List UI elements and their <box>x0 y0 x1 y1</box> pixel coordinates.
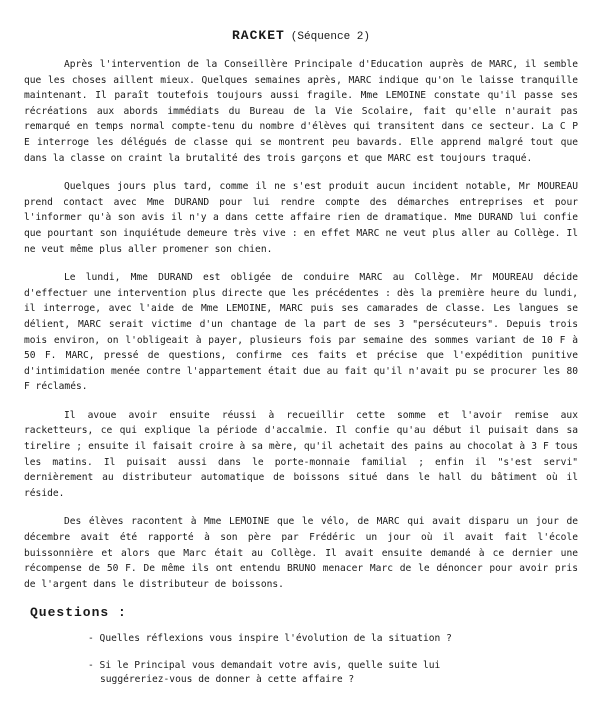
question-2-line-2: suggéreriez-vous de donner à cette affaire ? <box>100 674 355 686</box>
questions-heading: Questions : <box>30 605 127 621</box>
paragraph-4: Il avoue avoir ensuite réussi à recueillir cette somme et l'avoir remise aux racketteurs, ce qui explique la période d'accalmie. Il confie qu'au début il puisait dans sa tirelire ; ensuite il faisait croire à sa mère, qu'il achetait des pains au chocolat à 3 F tous les matins. Il puisait aussi dans le porte-monnaie familial ; enfin il "s'est servi" dernièrement au distributeur automatique de boissons situé dans le hall du bâtiment où il réside. <box>24 409 578 499</box>
paragraph-2: Quelques jours plus tard, comme il ne s'est produit aucun incident notable, Mr MOUREAU prend contact avec Mme DURAND pour lui rendre compte des démarches entreprises et pour l'informer qu'à son avis il n'y a dans cette affaire rien de dramatique. Mme DURAND lui confie que pourtant son inquiétude demeure très vive : en effet MARC ne veut plus aller au Collège. Il ne veut même plus aller promener son chien. <box>24 181 578 255</box>
paragraph-3: Le lundi, Mme DURAND est obligée de conduire MARC au Collège. Mr MOUREAU décide d'effectuer une intervention plus directe que les précédentes : dès la première heure du lundi, il interroge, avec l'aide de Mme LEMOINE, MARC puis ses camarades de classe. Les langues se délient, MARC serait victime d'un chantage de la part de ses 3 "persécuteurs". Depuis trois mois environ, on l'obligeait à payer, plusieurs fois par semaine des sommes variant de 10 F à 50 F. MARC, pressé de questions, confirme ces faits et précise que l'expédition punitive d'intimidation menée contre l'appartement était due au fait qu'il n'avait pu se procurer les 80 F réclamés. <box>24 272 578 393</box>
paragraph-1: Après l'intervention de la Conseillère Principale d'Education auprès de MARC, il semble que les choses aillent mieux. Quelques semaines après, MARC indique qu'on le laisse tranquille maintenant. Il paraît toutefois toujours aussi fragile. Mme LEMOINE constate qu'il passe ses récréations aux abords immédiats du Bureau de la Vie Scolaire, fait qu'elle n'aurait pas remarqué en temps normal compte-tenu du nombre d'élèves qui transitent dans ce secteur. La C P E interroge les délégués de classe qui se montrent peu bavards. Elle apprend malgré tout que dans la classe on craint la brutalité des trois garçons et que MARC est toujours traqué. <box>24 59 578 164</box>
title-text: RACKET <box>231 28 285 43</box>
title-sequence: (Séquence 2) <box>290 31 371 43</box>
question-2-line-1: - Si le Principal vous demandait votre avis, quelle suite lui <box>88 659 441 671</box>
question-2 <box>88 659 578 688</box>
paragraph-5: Des élèves racontent à Mme LEMOINE que le vélo, de MARC qui avait disparu un jour de décembre avait été rapporté à son père par Frédéric un jour où il avait fait l'école buissonnière et alors que Marc était au Collège. Il avait ensuite demandé à ce dernier une récompense de 50 F. De même ils ont entendu BRUNO menacer Marc de le dénoncer pour avoir pris de l'argent dans le distributeur de boissons. <box>24 516 578 590</box>
question-1-line-1: - Quelles réflexions vous inspire l'évolution de la situation ? <box>88 633 452 645</box>
document-title <box>24 0 578 43</box>
question-1 <box>88 632 578 647</box>
